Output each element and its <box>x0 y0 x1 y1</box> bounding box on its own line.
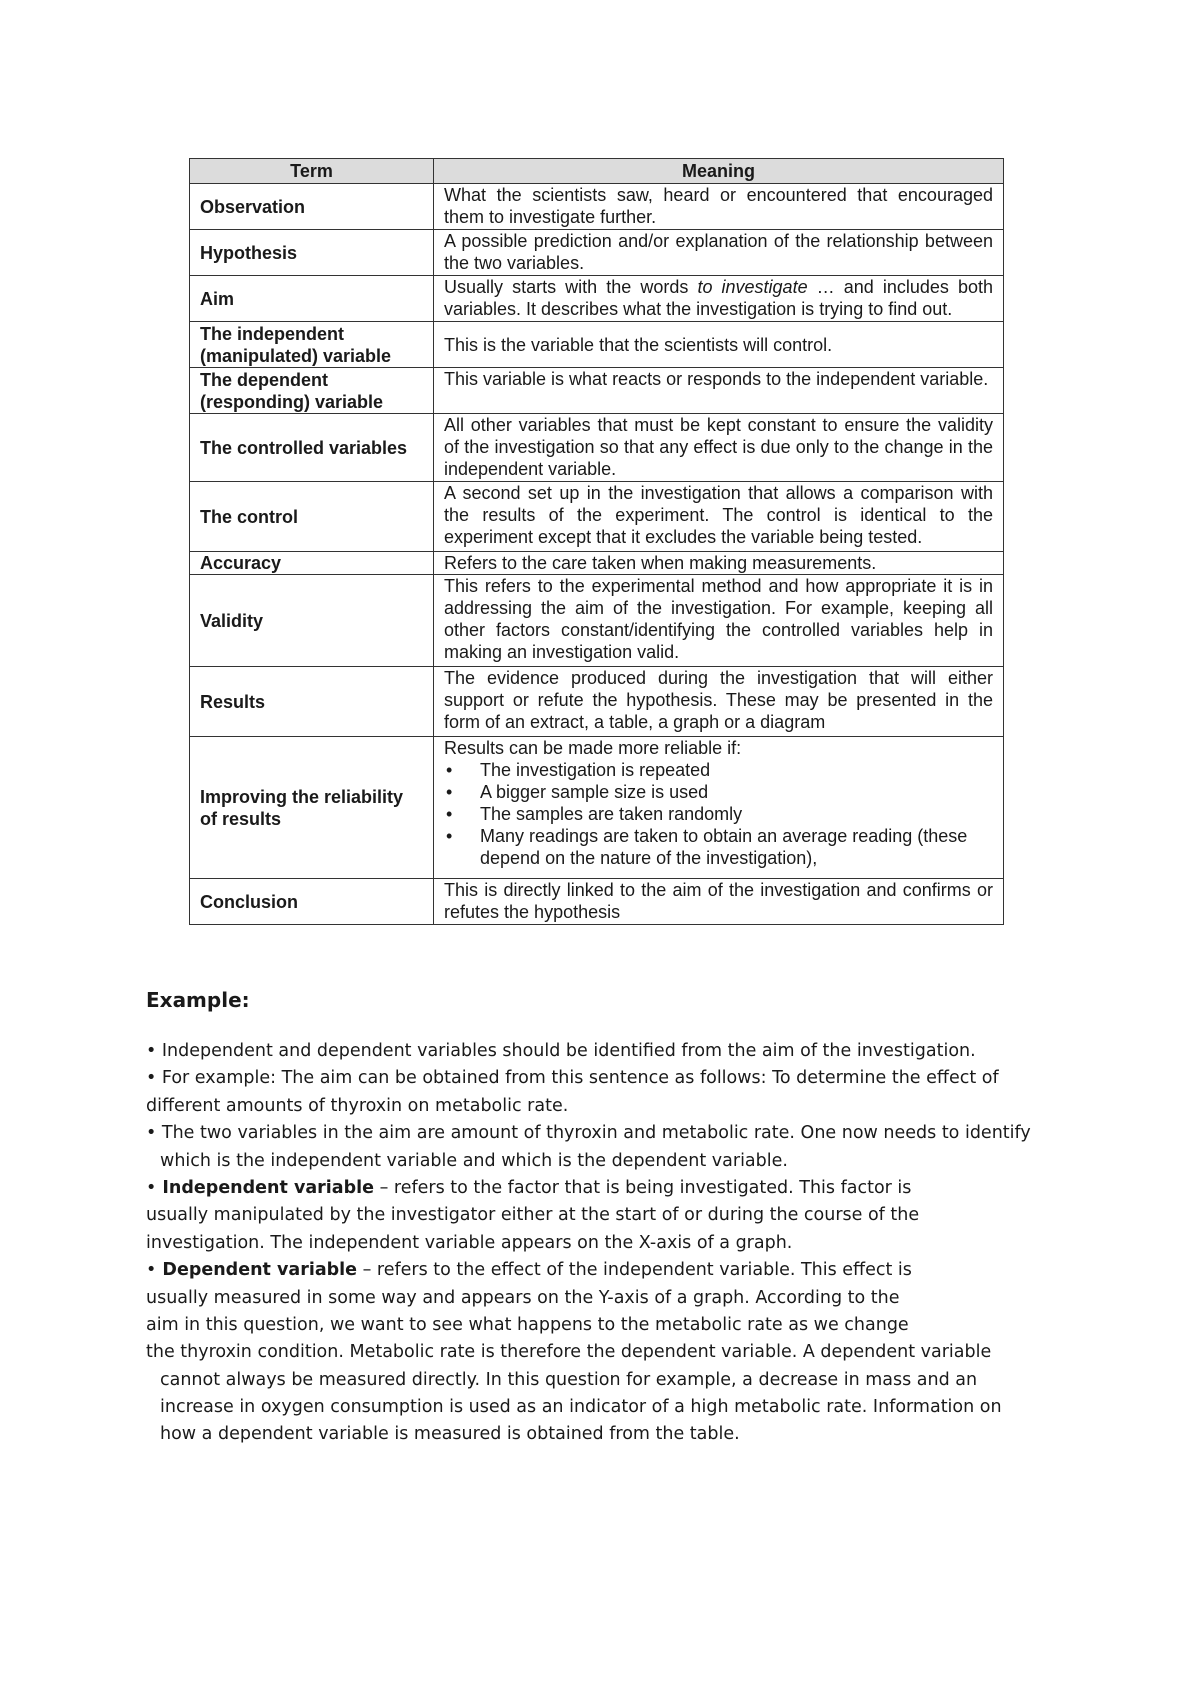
example-section <box>146 988 1066 1449</box>
example-line <box>146 1257 1066 1284</box>
example-line: different amounts of thyroxin on metabolic rate. <box>146 1095 569 1116</box>
bullet-glyph: • <box>146 1068 157 1089</box>
example-line: cannot always be measured directly. In this question for example, a decrease in mass and an <box>160 1369 978 1390</box>
table-row <box>190 667 1004 737</box>
bullet-glyph: • <box>146 1041 157 1061</box>
term-cell: The controlled variables <box>190 414 434 482</box>
example-line: increase in oxygen consumption is used as an indicator of a high metabolic rate. Information on <box>160 1397 1002 1418</box>
term-cell: Hypothesis <box>190 230 434 276</box>
example-line: usually manipulated by the investigator either at the start of or during the course of the <box>146 1205 920 1226</box>
meaning-cell: This is directly linked to the aim of the investigation and confirms or refutes the hypothesis <box>434 879 1004 925</box>
example-line: investigation. The independent variable appears on the X-axis of a graph. <box>146 1232 793 1253</box>
example-line: which is the independent variable and which is the dependent variable. <box>160 1150 788 1171</box>
example-line <box>146 1038 1066 1065</box>
meaning-cell: A second set up in the investigation that allows a comparison with the results of the experiment. The control is identical to the experiment except that it excludes the variable being tested. <box>434 482 1004 552</box>
bullet-glyph: • <box>146 1123 157 1144</box>
meaning-italic-text: to investigate <box>697 277 808 297</box>
reliability-list <box>444 759 993 869</box>
table-row <box>190 575 1004 667</box>
list-item: • A bigger sample size is used <box>444 781 993 803</box>
term-cell: Accuracy <box>190 552 434 575</box>
bullet-glyph: • <box>146 1260 157 1281</box>
table-header-row <box>190 159 1004 184</box>
meaning-text: Usually starts with the words <box>444 277 698 297</box>
table-row <box>190 230 1004 276</box>
meaning-cell <box>434 276 1004 322</box>
line-text: – refers to the factor that is being investigated. This factor is <box>374 1177 912 1198</box>
example-line <box>146 1175 1066 1202</box>
list-item: • The investigation is repeated <box>444 759 993 781</box>
line-text: – refers to the effect of the independent variable. This effect is <box>357 1260 912 1281</box>
term-cell: Observation <box>190 184 434 230</box>
term-column-header: Term <box>190 159 434 184</box>
table-row <box>190 184 1004 230</box>
example-heading: Example: <box>146 988 250 1012</box>
meaning-cell: What the scientists saw, heard or encountered that encouraged them to investigate further. <box>434 184 1004 230</box>
term-bold: Independent variable <box>156 1177 375 1198</box>
meaning-cell: This refers to the experimental method and how appropriate it is in addressing the aim of the investigation. For example, keeping all other factors constant/identifying the controlled variables help in making an investigation valid. <box>434 575 1004 667</box>
term-cell: Conclusion <box>190 879 434 925</box>
example-line: the thyroxin condition. Metabolic rate is therefore the dependent variable. A dependent variable <box>146 1342 992 1363</box>
meaning-cell: This variable is what reacts or responds to the independent variable. <box>434 368 1004 414</box>
term-cell: The dependent (responding) variable <box>190 368 434 414</box>
meaning-intro: Results can be made more reliable if: <box>444 738 742 758</box>
term-cell: Results <box>190 667 434 737</box>
term-cell: The control <box>190 482 434 552</box>
table-row <box>190 368 1004 414</box>
line-text: For example: The aim can be obtained from this sentence as follows: To determine the effect of <box>156 1068 999 1089</box>
meaning-column-header: Meaning <box>434 159 1004 184</box>
example-line <box>146 1120 1066 1147</box>
meaning-cell: A possible prediction and/or explanation of the relationship between the two variables. <box>434 230 1004 276</box>
bullet-glyph: • <box>146 1177 157 1198</box>
table-row <box>190 276 1004 322</box>
terms-table <box>189 158 1004 925</box>
term-cell: The independent (manipulated) variable <box>190 322 434 368</box>
meaning-cell: Refers to the care taken when making measurements. <box>434 552 1004 575</box>
line-text: Independent and dependent variables should be identified from the aim of the investigation. <box>156 1041 976 1061</box>
table-row <box>190 322 1004 368</box>
meaning-cell: This is the variable that the scientists will control. <box>434 322 1004 368</box>
term-bold: Dependent variable <box>156 1260 358 1281</box>
meaning-text: … and includes both variables. It describes what the investigation is trying to find out. <box>444 277 993 319</box>
example-line <box>146 1065 1066 1092</box>
term-cell: Improving the reliability of results <box>190 737 434 879</box>
meaning-cell <box>434 737 1004 879</box>
table-row <box>190 737 1004 879</box>
term-cell: Validity <box>190 575 434 667</box>
table-row <box>190 879 1004 925</box>
term-cell: Aim <box>190 276 434 322</box>
table-row <box>190 414 1004 482</box>
list-item: • Many readings are taken to obtain an average reading (these depend on the nature of the investigation), <box>444 825 993 869</box>
list-item: • The samples are taken randomly <box>444 803 993 825</box>
meaning-cell: The evidence produced during the investigation that will either support or refute the hypothesis. These may be presented in the form of an extract, a table, a graph or a diagram <box>434 667 1004 737</box>
example-line: aim in this question, we want to see what happens to the metabolic rate as we change <box>146 1314 909 1335</box>
table-row <box>190 552 1004 575</box>
table-row <box>190 482 1004 552</box>
meaning-cell: All other variables that must be kept constant to ensure the validity of the investigation so that any effect is due only to the change in the independent variable. <box>434 414 1004 482</box>
example-line: how a dependent variable is measured is obtained from the table. <box>160 1424 740 1445</box>
line-text: The two variables in the aim are amount of thyroxin and metabolic rate. One now needs to identify <box>156 1123 1031 1144</box>
example-line: usually measured in some way and appears on the Y-axis of a graph. According to the <box>146 1287 900 1308</box>
